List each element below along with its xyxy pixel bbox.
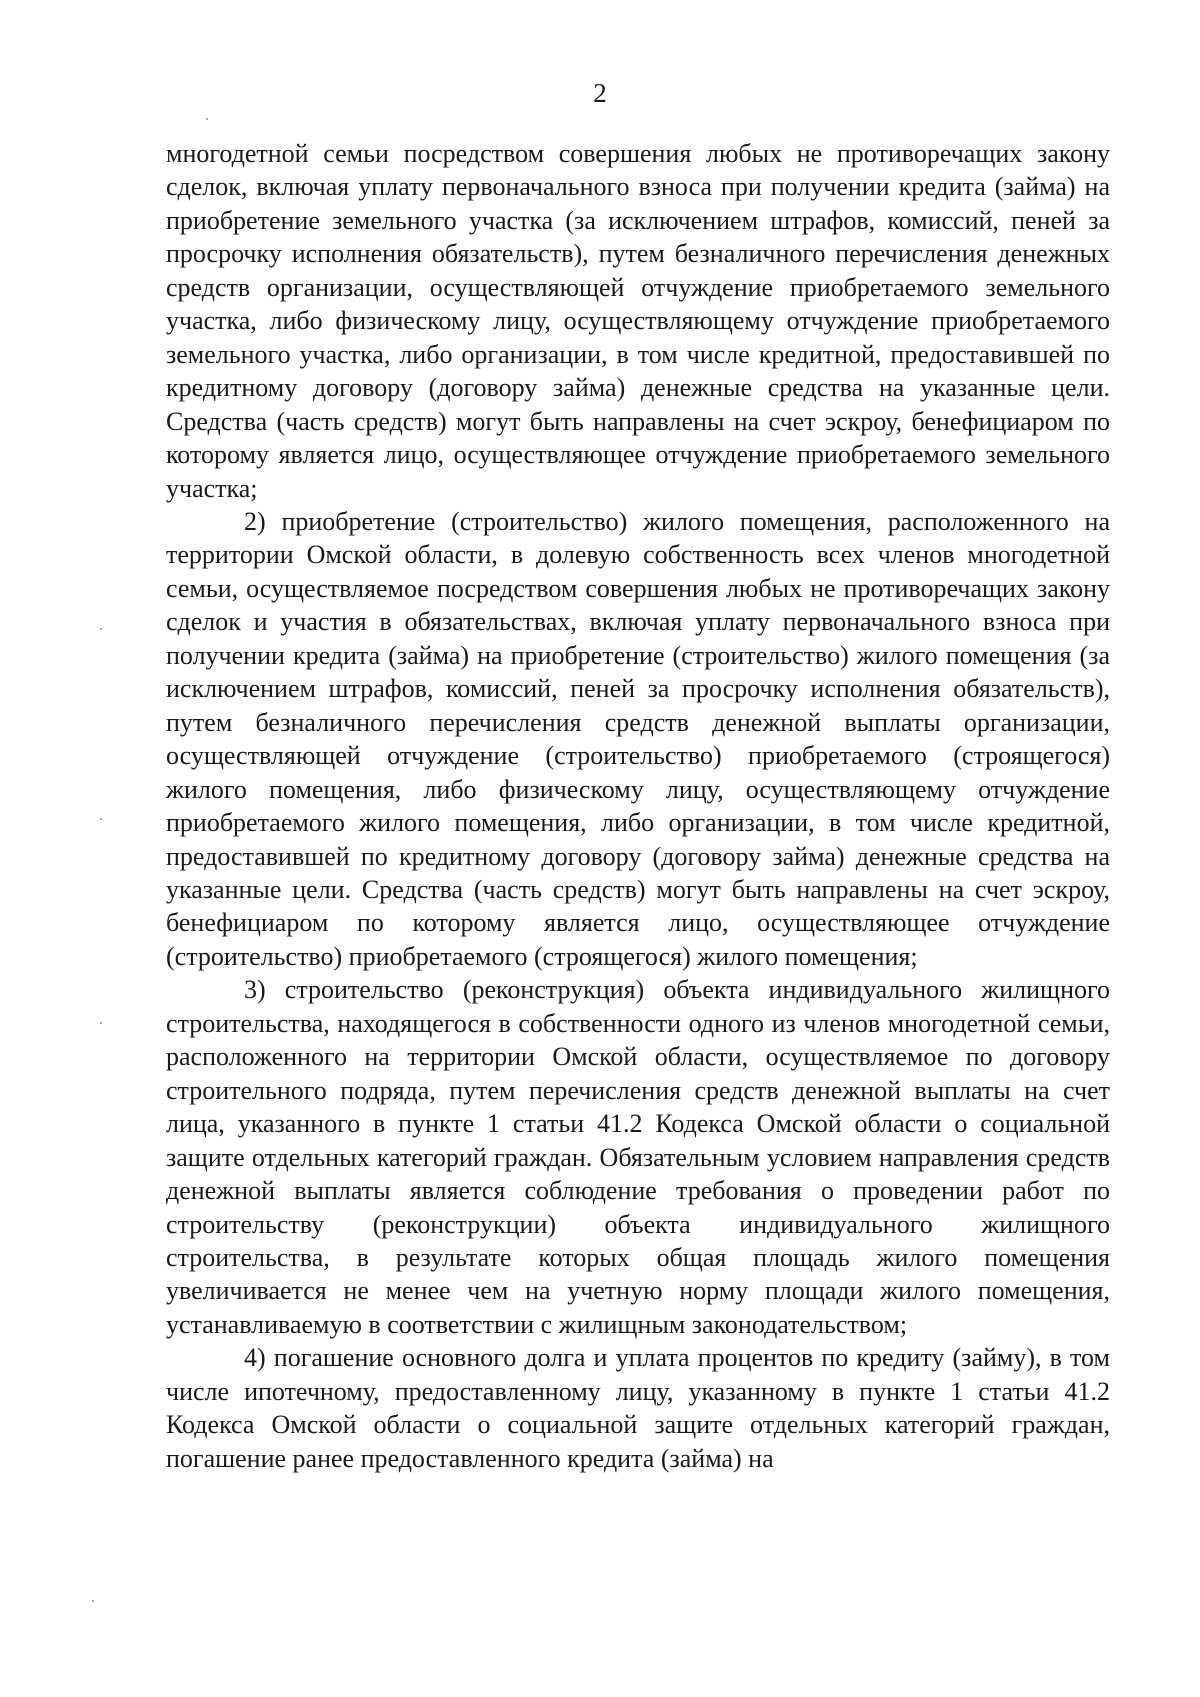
paragraph-item-3: 3) строительство (реконструкция) объекта индивидуального жилищного строительства, находящегося в собственности одного из членов многодетной семьи, расположенного на территории Омской области, осуществляемое по договору строительного подряда, путем перечисления средств денежной выплаты на счет лица, указанного в пункте 1 статьи 41.2 Кодекса Омской области о социальной защите отдельных категорий граждан. Обязательным условием направления средств денежной выплаты является соблюдение требования о проведении работ по строительству (реконструкции) объекта индивидуального жилищного строительства, в результате которых общая площадь жилого помещения увеличивается не менее чем на учетную норму площади жилого помещения, устанавливаемую в соответствии с жилищным законодательством; — [166, 975, 1110, 1339]
paragraph-item-4: 4) погашение основного долга и уплата процентов по кредиту (займу), в том числе ипотечному, предоставленному лицу, указанному в пункте 1 статьи 41.2 Кодекса Омской области о социальной защите отдельных категорий граждан, погашение ранее предоставленного кредита (займа) на — [166, 1343, 1110, 1473]
scan-speck — [92, 1600, 94, 1602]
paragraph-item-2: 2) приобретение (строительство) жилого помещения, расположенного на территории Омской области, в долевую собственность всех членов многодетной семьи, осуществляемое посредством совершения любых не противоречащих закону сделок и участия в обязательствах, включая уплату первоначального взноса при получении кредита (займа) на приобретение (строительство) жилого помещения (за исключением штрафов, комиссий, пеней за просрочку исполнения обязательств), путем безналичного перечисления средств денежной выплаты организации, осуществляющей отчуждение (строительство) приобретаемого (строящегося) жилого помещения, либо физическому лицу, осуществляющему отчуждение приобретаемого жилого помещения, либо организации, в том числе кредитной, предоставившей по кредитному договору (договору займа) денежные средства на указанные цели. Средства (часть средств) могут быть направлены на счет эскроу, бенефициаром по которому является лицо, осуществляющее отчуждение (строительство) приобретаемого (строящегося) жилого помещения; — [166, 506, 1110, 971]
document-body — [166, 137, 1110, 1475]
scan-speck — [100, 1022, 102, 1024]
scan-speck — [100, 628, 102, 630]
scan-speck — [100, 818, 102, 820]
page-number: 2 — [593, 78, 607, 108]
scan-speck — [206, 118, 208, 120]
paragraph-continuation: многодетной семьи посредством совершения любых не противоречащих закону сделок, включая уплату первоначального взноса при получении кредита (займа) на приобретение земельного участка (за исключением штрафов, комиссий, пеней за просрочку исполнения обязательств), путем безналичного перечисления денежных средств организации, осуществляющей отчуждение приобретаемого земельного участка, либо физическому лицу, осуществляющему отчуждение приобретаемого земельного участка, либо организации, в том числе кредитной, предоставившей по кредитному договору (договору займа) денежные средства на указанные цели. Средства (часть средств) могут быть направлены на счет эскроу, бенефициаром по которому является лицо, осуществляющее отчуждение приобретаемого земельного участка; — [166, 139, 1110, 503]
